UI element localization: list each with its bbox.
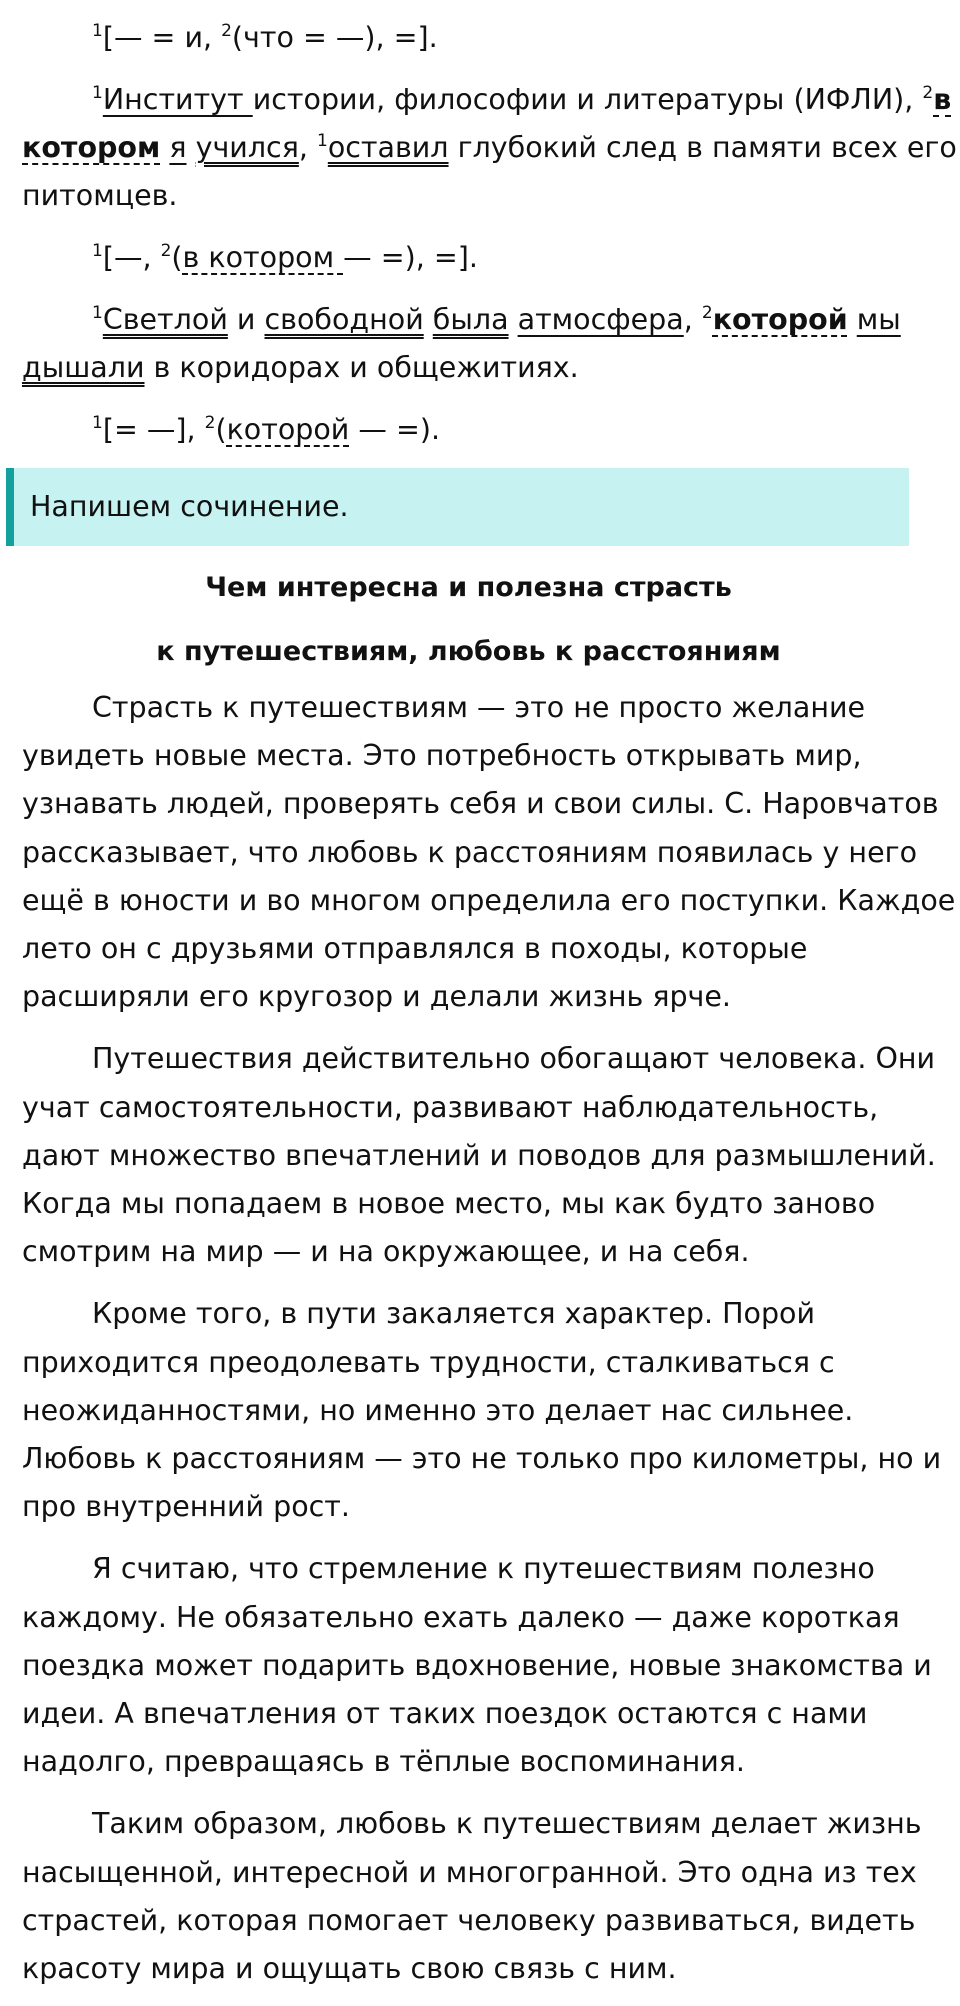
sentence-text: ,: [298, 131, 317, 164]
sup-marker: 2: [221, 21, 232, 41]
scheme-text: [= —],: [102, 413, 205, 446]
sup-marker: 1: [316, 131, 328, 151]
sentence-text: ,: [683, 303, 702, 336]
example-sentence-1: [22, 76, 960, 220]
sup-marker: 1: [92, 83, 103, 103]
conjunctive-word: которой: [226, 413, 350, 446]
essay-paragraph-2: Путешествия действительно обогащают человека. Они учат самостоятельности, развивают наблюдательность, дают множество впечатлений и поводов для размышлений. Когда мы попадаем в новое место, мы как будто заново смотрим на мир — и на окружающее, и на себя.: [22, 1042, 936, 1269]
sentence-text: и: [227, 303, 265, 336]
sup-marker: 2: [701, 303, 713, 323]
predicate-word: учился: [195, 131, 299, 164]
scheme-text: — =), =].: [343, 241, 478, 274]
essay-body: [22, 684, 960, 1993]
sentence-text: истории, философии и литературы (ИФЛИ),: [252, 83, 923, 116]
conjunctive-word: в: [933, 83, 952, 116]
sup-marker: 1: [92, 413, 103, 433]
sup-marker: 1: [92, 21, 103, 41]
essay-title-line-2: к путешествиям, любовь к расстояниям: [156, 636, 781, 667]
sentence-text: в коридорах и общежитиях.: [144, 351, 579, 384]
scheme-text: (что = —), =].: [231, 21, 438, 54]
predicate-word: дышали: [22, 351, 145, 384]
sup-marker: 1: [92, 241, 103, 261]
predicate-word: оставил: [327, 131, 449, 164]
essay-title-line-1: Чем интересна и полезна страсть: [205, 572, 732, 603]
sup-marker: 2: [204, 413, 216, 433]
essay-paragraph-4: Я считаю, что стремление к путешествиям полезно каждому. Не обязательно ехать далеко — даже короткая поездка может подарить вдохновение, новые знакомства и идеи. А впечатления от таких поездок остаются с нами надолго, превращаясь в тёплые воспоминания.: [22, 1552, 932, 1779]
scheme-line-2: $^1$[—, $^2$(в котором — =), =].: [92, 241, 478, 274]
callout-text: Напишем сочинение.: [30, 490, 349, 523]
essay-paragraph-5: Таким образом, любовь к путешествиям делает жизнь насыщенной, интересной и многогранной. Это одна из тех страстей, которая помогает человеку развиваться, видеть красоту мира и ощущать свою связь с ним.: [22, 1807, 922, 1986]
conjunctive-word: котором: [22, 131, 161, 164]
scheme-text: [— = и,: [102, 21, 222, 54]
subject-word: атмосфера: [517, 303, 684, 336]
scheme-text: — =).: [349, 413, 441, 446]
example-sentence-2: [22, 296, 960, 392]
conjunctive-word: в котором: [182, 241, 344, 274]
sentence-text: глубокий след в памяти всех его питомцев.: [22, 131, 957, 212]
essay-paragraph-1: Страсть к путешествиям — это не просто желание увидеть новые места. Это потребность открывать мир, узнавать людей, проверять себя и свои силы. С. Наровчатов рассказывает, что любовь к расстояниям появилась у него ещё в юности и во многом определила его поступки. Каждое лето он с друзьями отправлялся в походы, которые расширяли его кругозор и делали жизнь ярче.: [22, 691, 956, 1014]
subject-word: я: [169, 131, 187, 164]
scheme-text: [—,: [102, 241, 161, 274]
subject-word: мы: [856, 303, 901, 336]
sup-marker: 1: [92, 303, 103, 323]
scheme-line-3: $^1$[= —], $^2$(которой — =).: [92, 413, 441, 446]
conjunctive-word: которой: [712, 303, 848, 336]
sup-marker: 2: [922, 83, 934, 103]
subject-word: Институт: [102, 83, 253, 116]
essay-paragraph-3: Кроме того, в пути закаляется характер. Порой приходится преодолевать трудности, сталкиваться с неожиданностями, но именно это делает нас сильнее. Любовь к расстояниям — это не только про километры, но и про внутренний рост.: [22, 1297, 942, 1524]
callout-banner: [6, 468, 909, 546]
predicate-word: свободной: [264, 303, 424, 336]
sup-marker: 2: [160, 241, 172, 261]
predicate-word: была: [432, 303, 509, 336]
scheme-line-1: [22, 14, 960, 62]
predicate-word: Светлой: [102, 303, 228, 336]
